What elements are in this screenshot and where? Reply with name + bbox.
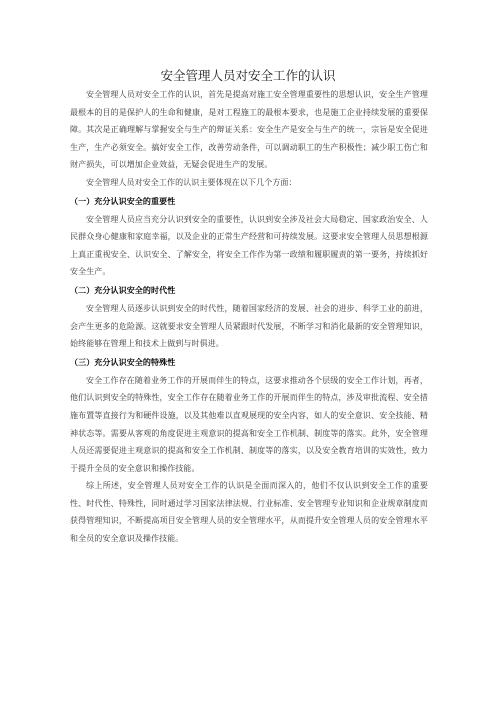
section-heading: （一）充分认识安全的重要性	[70, 196, 176, 206]
conclusion-paragraph: 综上所述，安全管理人员对安全工作的认识是全面而深入的，他们不仅认识到安全工作的重要性、时代性、特殊性，同时通过学习国家法律法规、行业标准、安全管理专业知识和企业规章制度而获得管理知识，不断提高项目安全管理人员的安全管理水平，从而提升安全管理人员的安全管理水平和全员的安全意识及操作技能。	[70, 481, 428, 544]
section-paragraph: 安全管理人员逐步认识到安全的时代性，随着国家经济的发展、社会的进步、科学工业的前进，会产生更多的危险源。这就要求安全管理人员紧跟时代发展，不断学习和消化最新的安全管理知识，始终能够在管理上和技术上做到与时俱进。	[70, 303, 428, 349]
document-body	[70, 86, 428, 548]
intro-paragraph: 安全管理人员对安全工作的认识主要体现在以下几个方面：	[86, 177, 297, 187]
section-paragraph: 安全工作存在随着业务工作的开展而伴生的特点，这要求推动各个层级的安全工作计划，再者，他们认识到安全的特殊性，安全工作存在随着业务工作的开展而伴生的特点，涉及审批流程、安全措施布置等直接行为和硬件设施，以及其他难以直观展现的安全内容，如人的安全意识、安全技能、精神状态等。需要从客观的角度促进主观意识的提高和安全工作机制、制度等的落实。此外，安全管理人员还需要促进主观意识的提高和安全工作机制、制度等的落实，以及安全教育培训的实效性，致力于提升全员的安全意识和操作技能。	[70, 375, 428, 473]
section-heading: （三）充分认识安全的特殊性	[70, 357, 176, 367]
section-heading: （二）充分认识安全的时代性	[70, 285, 176, 295]
intro-paragraph: 安全管理人员对安全工作的认识，首先是提高对施工安全管理重要性的思想认识，安全生产管理最根本的目的是保护人的生命和健康，是对工程施工的最根本要求，也是施工企业持续发展的重要保障。其次是正确理解与掌握安全与生产的辩证关系：安全生产是安全与生产的统一，宗旨是安全促进生产，生产必须安全。搞好安全工作，改善劳动条件，可以调动职工的生产积极性；减少职工伤亡和财产损失，可以增加企业效益，无疑会促进生产的发展。	[70, 90, 428, 170]
section-paragraph: 安全管理人员应当充分认识到安全的重要性，认识到安全涉及社会大局稳定、国家政治安全、人民群众身心健康和家庭幸福，以及企业的正常生产经营和可持续发展。这要求安全管理人员思想根源上真正重视安全、认识安全、了解安全，将安全工作作为第一政绩和履职履责的第一要务，持续抓好安全生产。	[70, 214, 428, 277]
page-title: 安全管理人员对安全工作的认识	[160, 68, 336, 83]
